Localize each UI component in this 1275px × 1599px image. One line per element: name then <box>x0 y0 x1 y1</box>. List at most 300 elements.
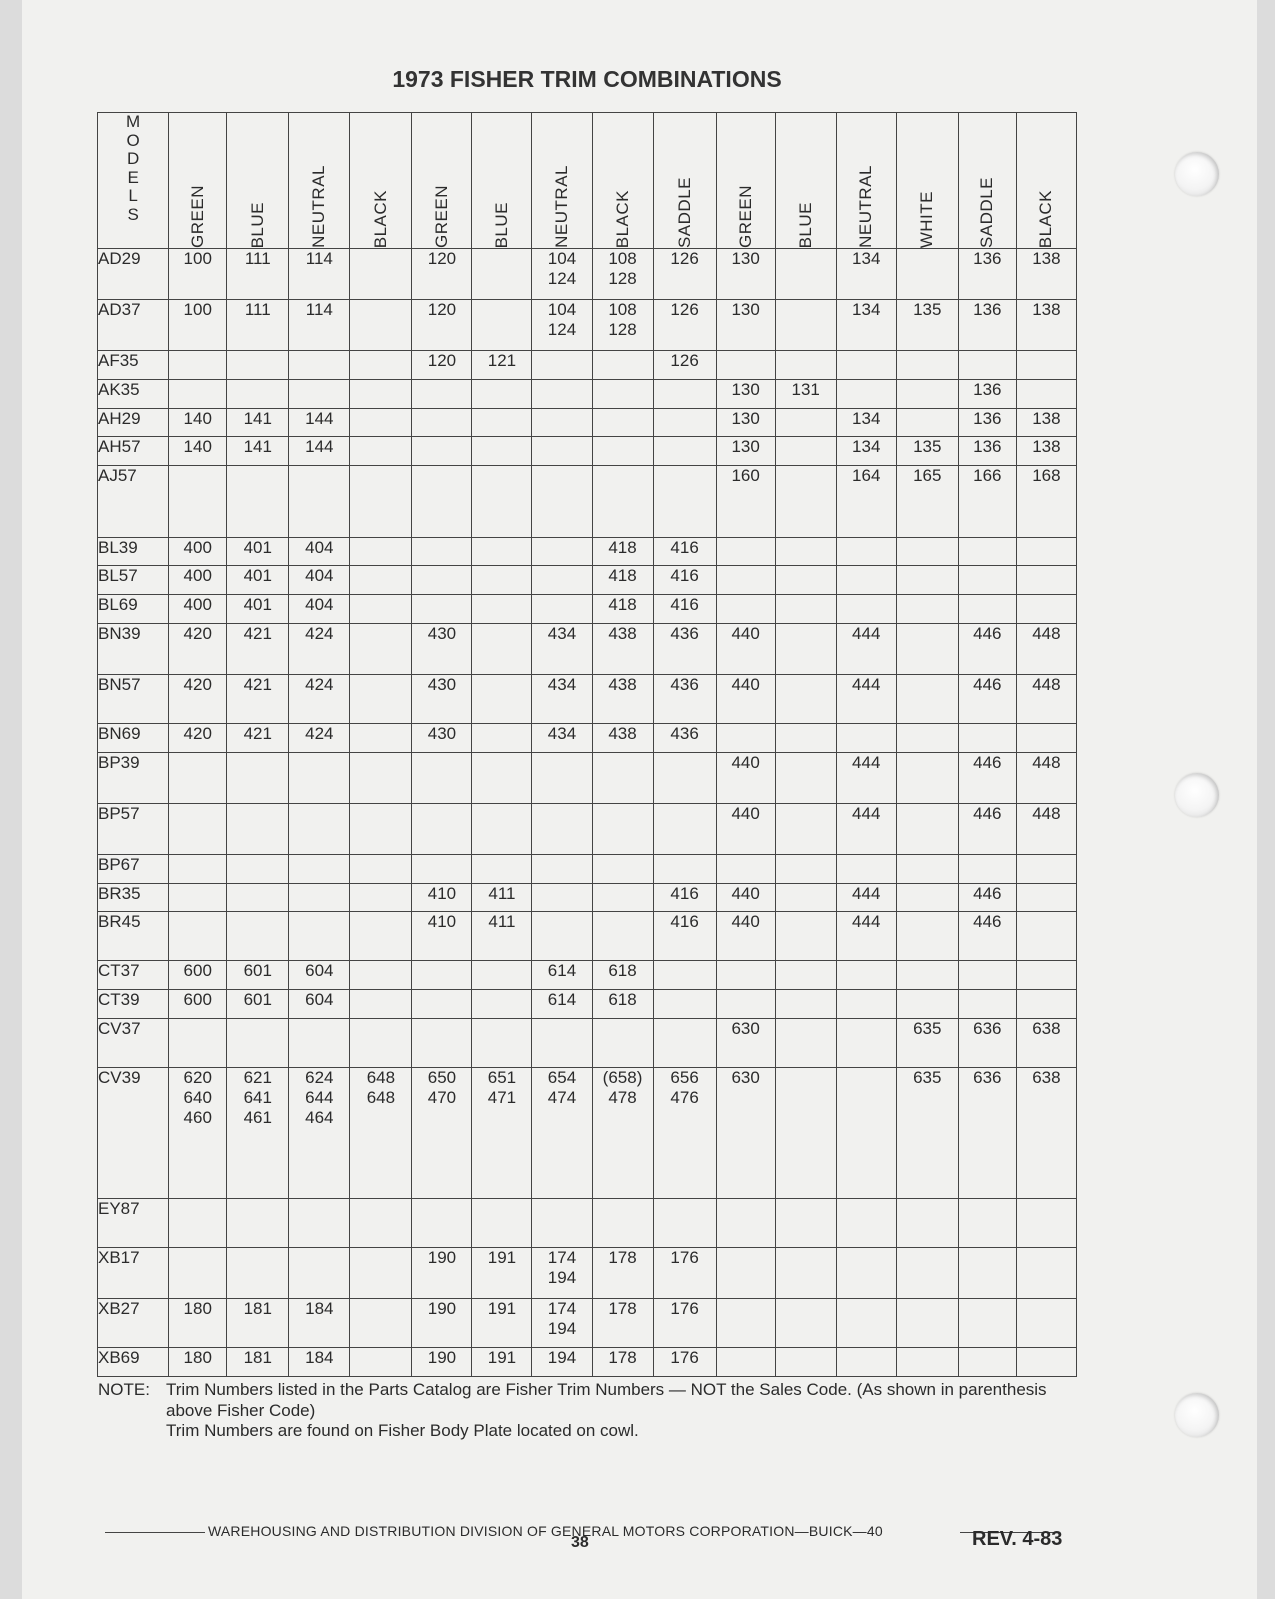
trim-number: 134 <box>852 300 881 320</box>
color-column-label: BLUE <box>795 201 815 248</box>
models-column-header <box>98 113 169 249</box>
trim-number: 650 <box>427 1067 457 1087</box>
trim-cell <box>1016 351 1076 380</box>
trim-cell <box>227 437 289 466</box>
trim-number: 184 <box>305 1299 334 1319</box>
trim-number: 135 <box>913 300 942 320</box>
trim-number: 120 <box>427 351 457 371</box>
trim-number: 636 <box>973 1018 1002 1038</box>
trim-cell <box>592 566 653 595</box>
trim-number: 416 <box>670 594 699 614</box>
trim-cell <box>1016 1198 1076 1247</box>
trim-cell <box>412 803 472 854</box>
trim-cell <box>169 537 227 566</box>
trim-cell <box>958 623 1016 674</box>
trim-cell <box>896 437 958 466</box>
trim-cell <box>472 537 532 566</box>
trim-cell <box>836 1018 896 1067</box>
trim-cell <box>472 1247 532 1298</box>
trim-cell <box>896 465 958 537</box>
trim-cell <box>896 723 958 752</box>
footer-text: WAREHOUSING AND DISTRIBUTION DIVISION OF GENERAL MOTORS CORPORATION—BUICK—40 <box>208 1523 883 1539</box>
trim-number: 648 <box>366 1087 396 1107</box>
trim-cell <box>836 1299 896 1348</box>
trim-cell <box>653 883 716 912</box>
trim-cell <box>227 1018 289 1067</box>
trim-cell <box>350 1018 412 1067</box>
trim-cell <box>775 566 836 595</box>
models-header-letter: L <box>128 186 138 205</box>
trim-cell <box>592 1198 653 1247</box>
trim-cell <box>958 883 1016 912</box>
trim-number: 184 <box>305 1348 334 1368</box>
trim-cell <box>716 623 775 674</box>
trim-cell <box>350 465 412 537</box>
model-code: BR35 <box>98 883 169 912</box>
trim-number: 120 <box>427 300 457 320</box>
trim-number: 100 <box>183 300 212 320</box>
trim-cell <box>775 1348 836 1377</box>
trim-cell <box>775 752 836 803</box>
trim-cell <box>836 723 896 752</box>
trim-cell <box>896 566 958 595</box>
trim-cell <box>896 1348 958 1377</box>
trim-cell <box>350 1247 412 1298</box>
trim-cell <box>1016 854 1076 883</box>
trim-cell <box>592 1348 653 1377</box>
trim-cell <box>350 1198 412 1247</box>
trim-number: 404 <box>305 537 334 557</box>
trim-number: 448 <box>1032 752 1061 772</box>
trim-number: 178 <box>608 1348 637 1368</box>
trim-cell <box>716 752 775 803</box>
trim-number: 404 <box>305 594 334 614</box>
trim-number: 636 <box>973 1067 1002 1087</box>
trim-cell <box>350 437 412 466</box>
table-header-row <box>98 113 1077 249</box>
trim-cell <box>532 300 592 351</box>
trim-number: 444 <box>852 883 881 903</box>
trim-number: 144 <box>305 408 334 428</box>
table-row <box>98 752 1077 803</box>
trim-cell <box>653 1067 716 1198</box>
trim-cell <box>289 351 350 380</box>
trim-cell <box>227 752 289 803</box>
trim-number: 440 <box>731 623 760 643</box>
trim-number: 400 <box>183 594 212 614</box>
trim-cell <box>412 351 472 380</box>
trim-number: 641 <box>243 1087 272 1107</box>
trim-cell <box>592 465 653 537</box>
trim-cell <box>532 408 592 437</box>
trim-number: 430 <box>427 723 457 743</box>
trim-number: 111 <box>244 300 271 320</box>
trim-cell <box>412 723 472 752</box>
trim-cell <box>472 912 532 961</box>
trim-cell <box>532 1198 592 1247</box>
trim-cell <box>896 249 958 300</box>
trim-number: 416 <box>670 912 699 932</box>
trim-cell <box>958 249 1016 300</box>
trim-cell <box>775 912 836 961</box>
trim-number: 604 <box>305 961 334 981</box>
trim-cell <box>592 623 653 674</box>
trim-cell <box>169 351 227 380</box>
table-row <box>98 300 1077 351</box>
models-header-letter: D <box>126 149 140 168</box>
trim-cell <box>836 883 896 912</box>
trim-cell <box>532 1348 592 1377</box>
trim-cell <box>958 380 1016 409</box>
trim-number: 191 <box>487 1299 517 1319</box>
trim-cell <box>1016 961 1076 990</box>
trim-number: 424 <box>305 674 334 694</box>
trim-cell <box>289 1198 350 1247</box>
trim-cell <box>350 961 412 990</box>
trim-cell <box>896 674 958 723</box>
trim-cell <box>958 1198 1016 1247</box>
trim-cell <box>472 854 532 883</box>
trim-cell <box>592 1018 653 1067</box>
trim-cell <box>289 1018 350 1067</box>
trim-number: 130 <box>731 380 760 399</box>
trim-cell <box>592 351 653 380</box>
trim-cell <box>227 723 289 752</box>
table-row <box>98 537 1077 566</box>
trim-cell <box>1016 594 1076 623</box>
trim-number: 160 <box>731 465 760 485</box>
trim-cell <box>1016 408 1076 437</box>
trim-number: 141 <box>243 437 272 457</box>
trim-cell <box>896 351 958 380</box>
trim-cell <box>958 723 1016 752</box>
revision-label: REV. 4-83 <box>972 1528 1063 1550</box>
trim-number: 421 <box>243 723 272 743</box>
trim-cell <box>350 989 412 1018</box>
trim-cell <box>653 437 716 466</box>
color-column-label: WHITE <box>917 190 937 248</box>
model-code: EY87 <box>98 1198 169 1247</box>
trim-cell <box>412 594 472 623</box>
trim-cell <box>836 1067 896 1198</box>
trim-number: 141 <box>243 408 272 428</box>
table-row <box>98 803 1077 854</box>
trim-number: 600 <box>183 989 212 1009</box>
trim-cell <box>896 537 958 566</box>
trim-cell <box>896 1198 958 1247</box>
trim-cell <box>1016 249 1076 300</box>
trim-cell <box>289 912 350 961</box>
trim-cell <box>169 854 227 883</box>
trim-number: 178 <box>608 1247 637 1267</box>
trim-cell <box>532 854 592 883</box>
color-column-label: NEUTRAL <box>309 165 329 248</box>
trim-cell <box>532 623 592 674</box>
trim-cell <box>592 249 653 300</box>
trim-cell <box>227 623 289 674</box>
model-code: XB27 <box>98 1299 169 1348</box>
trim-number: 190 <box>427 1348 457 1368</box>
trim-cell <box>532 674 592 723</box>
trim-cell <box>227 408 289 437</box>
trim-cell <box>958 912 1016 961</box>
model-code: BL39 <box>98 537 169 566</box>
trim-cell <box>653 854 716 883</box>
trim-cell <box>653 566 716 595</box>
trim-cell <box>592 1299 653 1348</box>
trim-cell <box>532 465 592 537</box>
color-column-header <box>532 113 592 249</box>
trim-number: 104 <box>547 300 577 320</box>
trim-cell <box>472 300 532 351</box>
model-code: BP67 <box>98 854 169 883</box>
color-column-label: BLACK <box>1036 189 1056 248</box>
trim-cell <box>1016 1018 1076 1067</box>
trim-number: 434 <box>547 623 577 643</box>
trim-cell <box>653 1247 716 1298</box>
trim-cell <box>716 537 775 566</box>
trim-cell <box>227 300 289 351</box>
trim-cell <box>775 465 836 537</box>
trim-cell <box>716 408 775 437</box>
trim-cell <box>716 594 775 623</box>
trim-cell <box>716 1018 775 1067</box>
trim-cell <box>716 912 775 961</box>
trim-cell <box>896 1299 958 1348</box>
trim-cell <box>412 300 472 351</box>
trim-cell <box>289 594 350 623</box>
model-code: BN39 <box>98 623 169 674</box>
color-column-header <box>958 113 1016 249</box>
trim-cell <box>896 989 958 1018</box>
trim-number: 194 <box>547 1348 577 1368</box>
trim-cell <box>227 1299 289 1348</box>
model-code: CV37 <box>98 1018 169 1067</box>
trim-cell <box>350 803 412 854</box>
trim-cell <box>472 723 532 752</box>
trim-cell <box>896 408 958 437</box>
trim-cell <box>716 437 775 466</box>
trim-number: 128 <box>608 320 637 340</box>
trim-cell <box>412 961 472 990</box>
color-column-label: BLUE <box>247 201 267 248</box>
trim-number: 411 <box>488 912 516 932</box>
trim-cell <box>472 1348 532 1377</box>
trim-cell <box>775 408 836 437</box>
trim-cell <box>350 566 412 595</box>
model-code: BP39 <box>98 752 169 803</box>
trim-cell <box>653 1018 716 1067</box>
trim-cell <box>716 989 775 1018</box>
trim-number: 120 <box>427 249 457 268</box>
trim-number: 444 <box>852 623 881 643</box>
trim-number: 136 <box>973 300 1002 320</box>
trim-number: 190 <box>427 1247 457 1267</box>
trim-cell <box>958 300 1016 351</box>
trim-cell <box>350 300 412 351</box>
trim-cell <box>653 674 716 723</box>
trim-cell <box>836 594 896 623</box>
trim-cell <box>958 1247 1016 1298</box>
trim-cell <box>412 912 472 961</box>
trim-number: 401 <box>243 594 272 614</box>
trim-cell <box>653 351 716 380</box>
trim-cell <box>653 537 716 566</box>
model-code: AF35 <box>98 351 169 380</box>
trim-cell <box>169 1198 227 1247</box>
color-column-header <box>289 113 350 249</box>
trim-cell <box>1016 566 1076 595</box>
trim-cell <box>836 912 896 961</box>
trim-cell <box>169 723 227 752</box>
trim-cell <box>350 1348 412 1377</box>
trim-cell <box>289 1067 350 1198</box>
trim-number: 624 <box>305 1067 334 1087</box>
trim-cell <box>958 1299 1016 1348</box>
trim-cell <box>836 408 896 437</box>
trim-cell <box>227 803 289 854</box>
color-column-header <box>350 113 412 249</box>
trim-number: 136 <box>973 249 1002 268</box>
trim-cell <box>836 465 896 537</box>
trim-number: 126 <box>670 351 699 371</box>
trim-number: 618 <box>608 989 637 1009</box>
trim-number: 136 <box>973 408 1002 428</box>
trim-cell <box>958 1348 1016 1377</box>
trim-number: 638 <box>1032 1067 1061 1087</box>
trim-cell <box>350 1299 412 1348</box>
trim-number: 448 <box>1032 623 1061 643</box>
table-row <box>98 723 1077 752</box>
trim-number: 126 <box>670 300 699 320</box>
trim-number: 635 <box>913 1067 942 1087</box>
trim-number: 401 <box>243 566 272 586</box>
trim-cell <box>227 1198 289 1247</box>
trim-number: 401 <box>243 537 272 557</box>
table-row <box>98 408 1077 437</box>
trim-number: 126 <box>670 249 699 268</box>
note-label: NOTE: <box>98 1380 150 1399</box>
trim-number: 600 <box>183 961 212 981</box>
trim-cell <box>836 1198 896 1247</box>
trim-cell <box>775 380 836 409</box>
trim-cell <box>289 249 350 300</box>
trim-cell <box>350 674 412 723</box>
trim-cell <box>169 566 227 595</box>
model-code: AJ57 <box>98 465 169 537</box>
trim-cell <box>472 566 532 595</box>
trim-number: 421 <box>243 674 272 694</box>
trim-cell <box>896 854 958 883</box>
trim-cell <box>472 380 532 409</box>
trim-cell <box>775 723 836 752</box>
trim-cell <box>592 300 653 351</box>
binder-hole-bottom <box>1175 1393 1219 1437</box>
trim-cell <box>896 300 958 351</box>
trim-number: 446 <box>973 803 1002 823</box>
trim-cell <box>472 1018 532 1067</box>
trim-cell <box>412 1067 472 1198</box>
trim-number: 644 <box>305 1087 334 1107</box>
trim-cell <box>169 961 227 990</box>
model-code: BP57 <box>98 803 169 854</box>
trim-number: 478 <box>608 1087 637 1107</box>
trim-cell <box>169 249 227 300</box>
color-column-label: GREEN <box>431 185 451 248</box>
trim-cell <box>775 883 836 912</box>
trim-cell <box>716 723 775 752</box>
trim-number: 438 <box>608 674 637 694</box>
trim-number: 614 <box>547 961 577 981</box>
trim-cell <box>412 674 472 723</box>
document-page <box>22 0 1257 1599</box>
trim-cell <box>775 989 836 1018</box>
trim-cell <box>532 537 592 566</box>
trim-cell <box>592 912 653 961</box>
trim-number: 424 <box>305 623 334 643</box>
trim-cell <box>289 1247 350 1298</box>
trim-number: 136 <box>973 380 1002 399</box>
trim-cell <box>958 752 1016 803</box>
table-row <box>98 961 1077 990</box>
trim-cell <box>836 961 896 990</box>
trim-cell <box>169 674 227 723</box>
trim-number: 604 <box>305 989 334 1009</box>
trim-cell <box>592 854 653 883</box>
trim-number: 444 <box>852 674 881 694</box>
trim-cell <box>653 961 716 990</box>
trim-cell <box>472 803 532 854</box>
trim-cell <box>169 989 227 1018</box>
trim-number: 620 <box>183 1067 212 1087</box>
trim-number: 130 <box>731 408 760 428</box>
trim-number: 420 <box>183 723 212 743</box>
trim-number: 640 <box>183 1087 212 1107</box>
trim-cell <box>350 752 412 803</box>
footer-rule-left <box>105 1532 205 1533</box>
trim-number: 140 <box>183 408 212 428</box>
trim-cell <box>412 1348 472 1377</box>
trim-cell <box>896 752 958 803</box>
trim-cell <box>958 1018 1016 1067</box>
trim-cell <box>412 437 472 466</box>
trim-cell <box>412 566 472 595</box>
trim-cell <box>653 803 716 854</box>
note-line-2: Trim Numbers are found on Fisher Body Plate located on cowl. <box>166 1421 639 1440</box>
trim-cell <box>412 1247 472 1298</box>
trim-cell <box>532 803 592 854</box>
trim-cell <box>958 1067 1016 1198</box>
trim-cell <box>227 380 289 409</box>
trim-number: 621 <box>243 1067 272 1087</box>
trim-cell <box>169 437 227 466</box>
trim-cell <box>716 883 775 912</box>
color-column-label: NEUTRAL <box>551 165 571 248</box>
trim-cell <box>532 961 592 990</box>
trim-cell <box>716 961 775 990</box>
trim-number: 461 <box>243 1107 272 1127</box>
trim-cell <box>289 566 350 595</box>
color-column-label: GREEN <box>187 185 207 248</box>
table-row <box>98 594 1077 623</box>
trim-number: 194 <box>547 1319 577 1339</box>
trim-number: 131 <box>791 380 820 399</box>
table-row <box>98 249 1077 300</box>
note-block <box>98 1380 1083 1442</box>
trim-cell <box>836 803 896 854</box>
trim-cell <box>412 752 472 803</box>
trim-number: 635 <box>913 1018 942 1038</box>
